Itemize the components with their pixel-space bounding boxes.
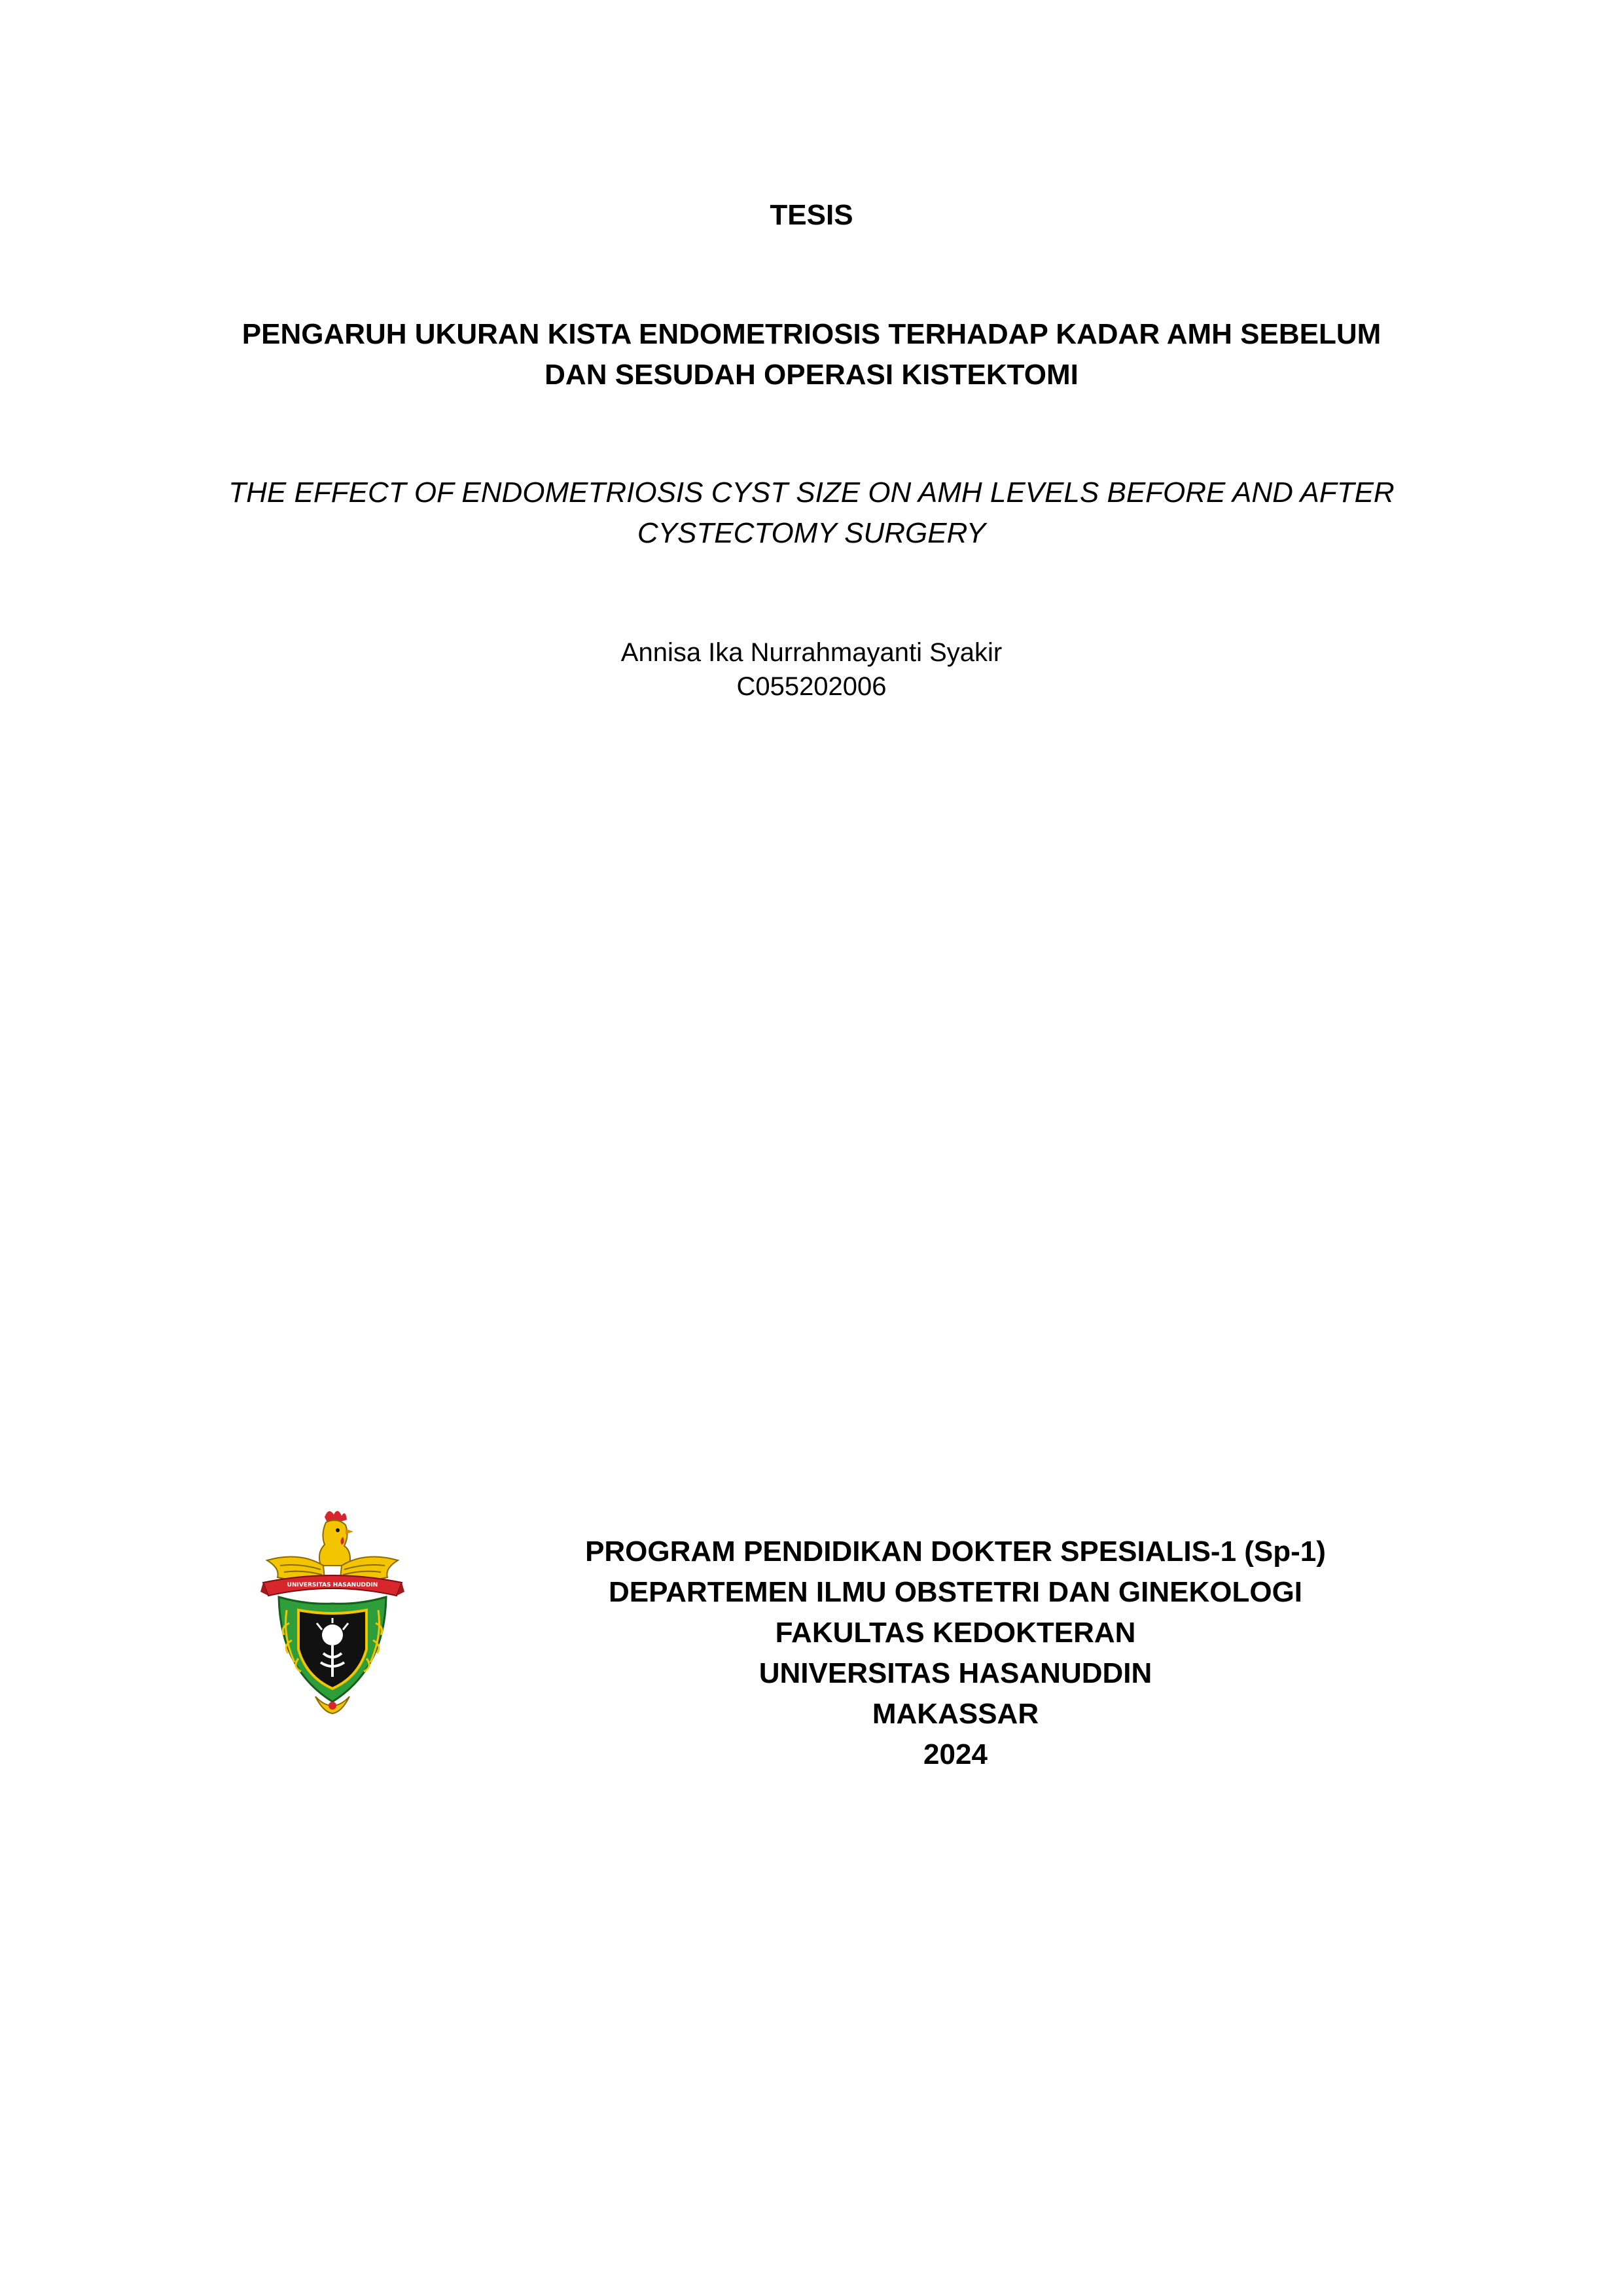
- title-indonesian-line-1: PENGARUH UKURAN KISTA ENDOMETRIOSIS TERHADAP KADAR AMH SEBELUM: [241, 318, 1382, 350]
- institution-program: PROGRAM PENDIDIKAN DOKTER SPESIALIS-1 (Sp-1): [585, 1535, 1326, 1568]
- institution-year: 2024: [923, 1738, 988, 1770]
- institution-faculty: FAKULTAS KEDOKTERAN: [775, 1617, 1136, 1649]
- student-id: C055202006: [736, 672, 887, 701]
- author-name: Annisa Ika Nurrahmayanti Syakir: [620, 638, 1003, 667]
- institution-city: MAKASSAR: [872, 1698, 1039, 1730]
- emblem-ribbon-text: UNIVERSITAS HASANUDDIN: [287, 1582, 378, 1588]
- university-emblem-icon: [260, 1505, 404, 1728]
- document-type: TESIS: [770, 199, 853, 231]
- title-english-line-1: THE EFFECT OF ENDOMETRIOSIS CYST SIZE ON AMH LEVELS BEFORE AND AFTER: [228, 476, 1395, 509]
- institution-university: UNIVERSITAS HASANUDDIN: [758, 1657, 1152, 1689]
- title-indonesian-line-2: DAN SESUDAH OPERASI KISTEKTOMI: [544, 359, 1079, 391]
- institution-department: DEPARTEMEN ILMU OBSTETRI DAN GINEKOLOGI: [608, 1576, 1303, 1608]
- title-english-line-2: CYSTECTOMY SURGERY: [637, 517, 986, 549]
